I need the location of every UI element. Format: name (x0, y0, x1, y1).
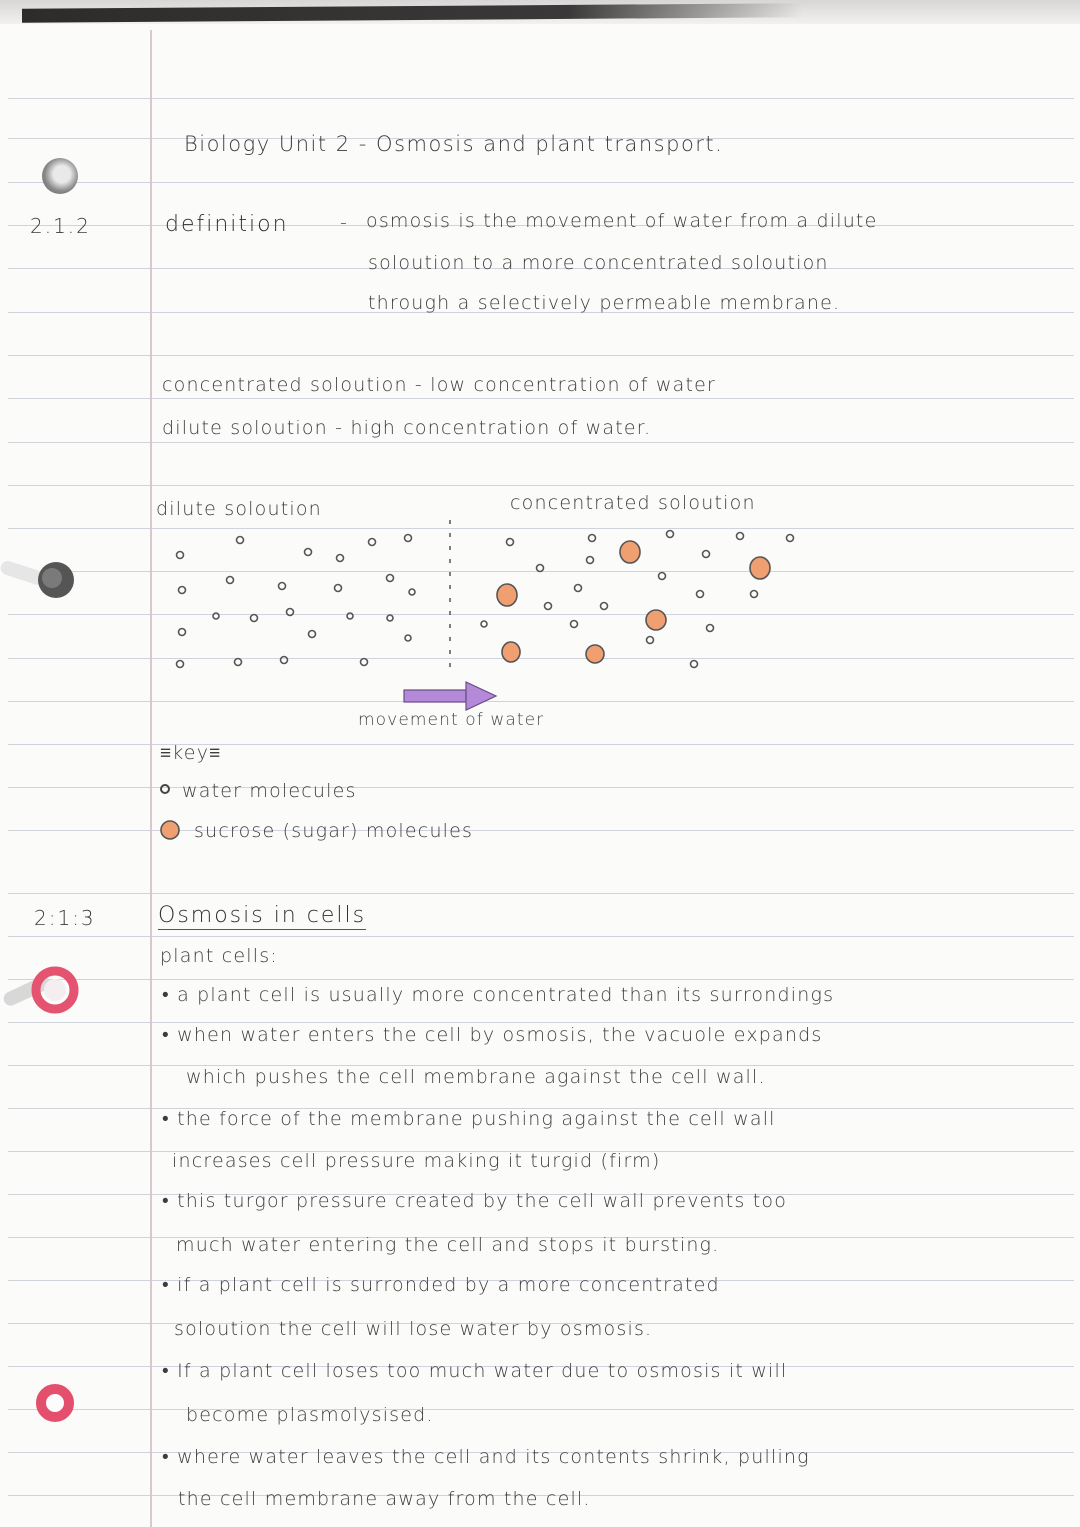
sucrose-molecule (646, 610, 666, 630)
note-line: increases cell pressure making it turgid (firm) (172, 1150, 661, 1172)
water-molecules-left (177, 535, 416, 668)
note-line: the cell membrane away from the cell. (178, 1488, 591, 1510)
definition-dash: - (340, 212, 349, 234)
note-line: • where water leaves the cell and its contents shrink, pulling (162, 1446, 810, 1468)
sucrose-molecule (750, 557, 770, 579)
section-heading-osmosis-in-cells: Osmosis in cells (158, 903, 367, 928)
term-concentrated: concentrated soloution - low concentration of water (162, 374, 717, 396)
definition-line-1: osmosis is the movement of water from a dilute (366, 210, 878, 232)
definition-line-2: soloution to a more concentrated soloution (368, 252, 829, 274)
key-sucrose-label: sucrose (sugar) molecules (194, 820, 474, 842)
key-water-symbol (158, 782, 172, 796)
movement-arrow (404, 682, 496, 710)
movement-of-water-label: movement of water (358, 710, 545, 730)
key-water-label: water molecules (182, 780, 357, 802)
key-heading: ≡key≡ (160, 742, 222, 764)
note-line: • a plant cell is usually more concentrated than its surrondings (162, 984, 835, 1006)
binder-ring-pink (0, 960, 90, 1020)
binder-ring-grey (0, 550, 80, 610)
sucrose-molecule (586, 645, 604, 663)
term-dilute: dilute soloution - high concentration of water. (162, 417, 652, 439)
binder-hole (42, 158, 78, 194)
osmosis-diagram (150, 520, 850, 730)
note-line: • when water enters the cell by osmosis, the vacuole expands (162, 1024, 823, 1046)
note-line: soloution the cell will lose water by osmosis. (174, 1318, 653, 1340)
dilute-solution-label: dilute soloution (156, 498, 322, 520)
binder-ring-pink-2 (36, 1384, 74, 1422)
key-sucrose-symbol (158, 818, 182, 842)
section-number-2-1-2: 2.1.2 (30, 214, 91, 238)
note-line: • this turgor pressure created by the cell wall prevents too (162, 1190, 788, 1212)
note-line: become plasmolysised. (186, 1404, 434, 1426)
note-line: which pushes the cell membrane against the cell wall. (186, 1066, 766, 1088)
sucrose-molecules (497, 541, 770, 663)
note-line: • if a plant cell is surronded by a more concentrated (162, 1274, 720, 1296)
concentrated-solution-label: concentrated soloution (510, 492, 756, 514)
plant-cells-subheading: plant cells: (160, 945, 278, 967)
definition-line-3: through a selectively permeable membrane. (368, 292, 841, 314)
note-line: • If a plant cell loses too much water due to osmosis it will (162, 1360, 788, 1382)
margin-line (150, 30, 152, 1527)
page-title: Biology Unit 2 - Osmosis and plant transport. (184, 132, 724, 156)
sucrose-molecule (502, 642, 520, 662)
note-line: much water entering the cell and stops it bursting. (176, 1234, 720, 1256)
definition-label: definition (165, 212, 289, 237)
note-line: • the force of the membrane pushing against the cell wall (162, 1108, 776, 1130)
sucrose-molecule (620, 541, 640, 563)
section-number-2-1-3: 2:1:3 (34, 906, 96, 930)
sucrose-molecule (497, 584, 517, 606)
